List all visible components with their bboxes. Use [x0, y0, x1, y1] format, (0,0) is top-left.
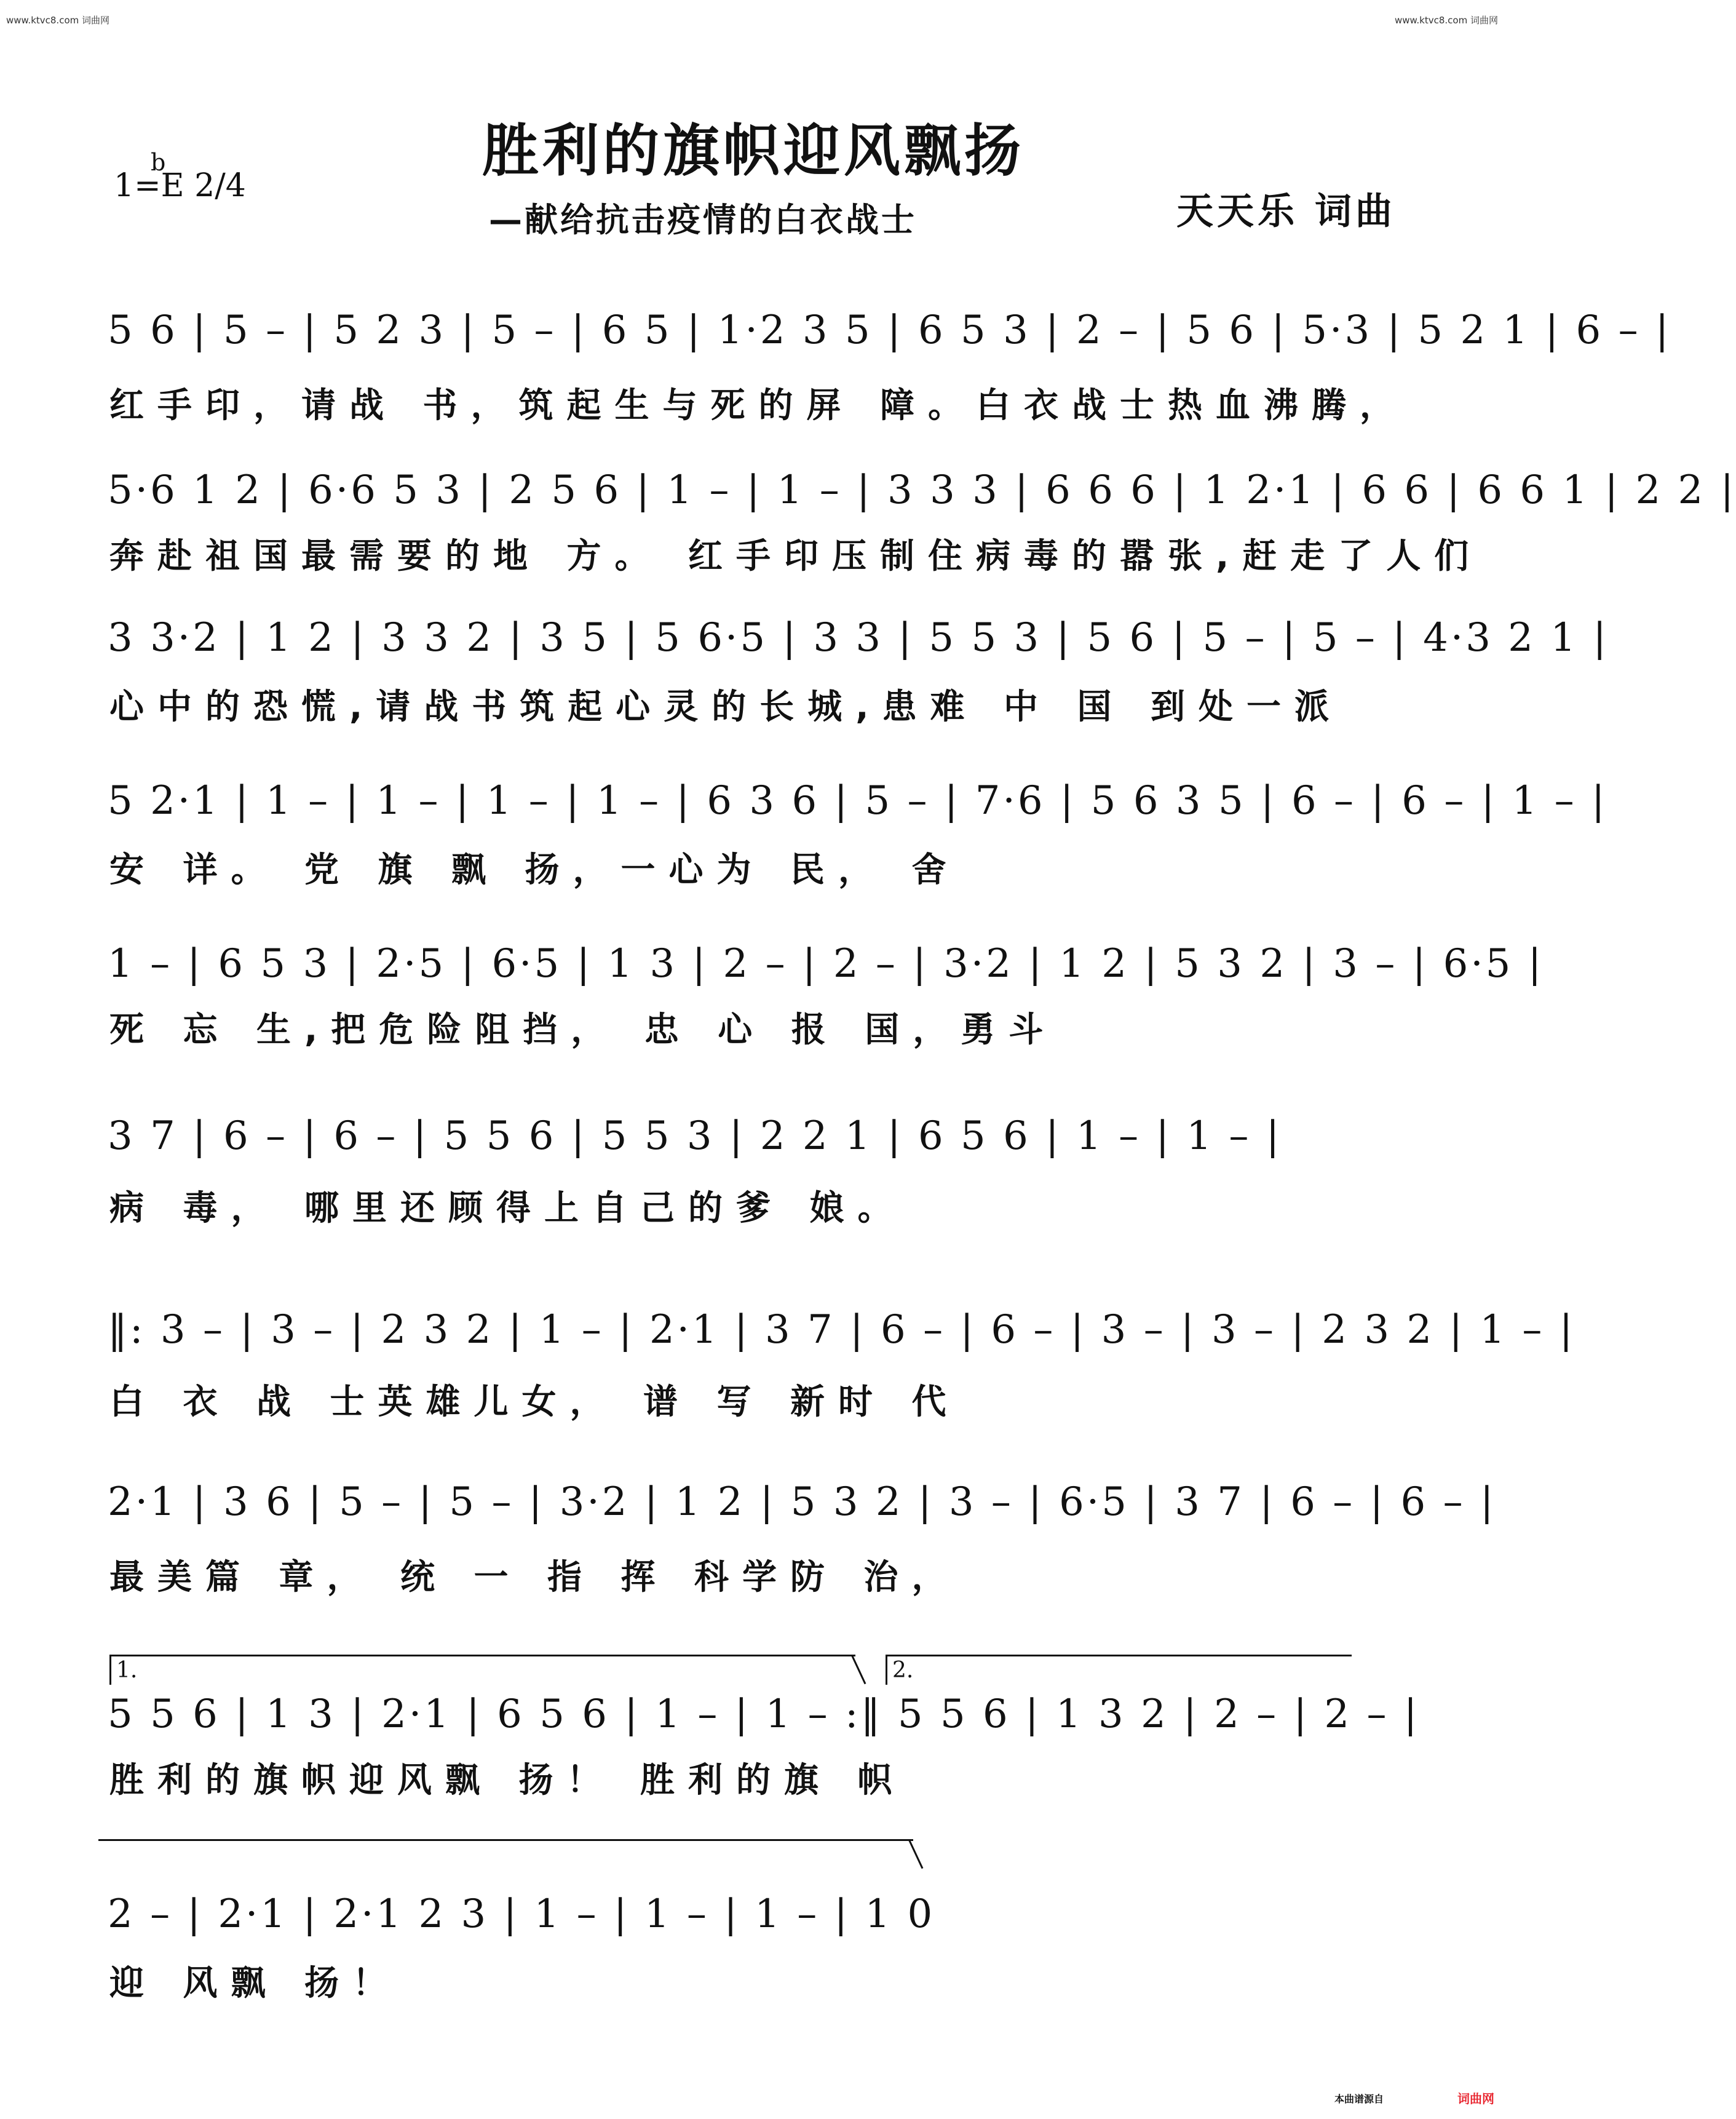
lyrics-row-8: 最美篇 章， 统 一 指 挥 科学防 治， [109, 1557, 960, 1597]
second-ending-label: 2. [892, 1658, 914, 1683]
notation-row-8: 2·1 | 3 6 | 5 – | 5 – | 3·2 | 1 2 | 5 3 2 | 3 – | 6·5 | 3 7 | 6 – | 6 – | [108, 1479, 1496, 1525]
lyrics-row-4: 安 详。 党 旗 飘 扬，一心为 民， 舍 [109, 850, 960, 890]
lyrics-row-1: 红手印，请战 书，筑起生与死的屏 障。白衣战士热血沸腾， [109, 386, 1408, 426]
second-ending-bracket [886, 1655, 1352, 1685]
site-watermark-right: www.ktvc8.com 词曲网 [1394, 15, 1498, 26]
lyrics-row-5: 死 忘 生,把危险阻挡， 忠 心 报 国，勇斗 [109, 1010, 1057, 1050]
footer-source-text: 本曲谱源自 [1334, 2093, 1384, 2105]
notation-row-3: 3 3·2 | 1 2 | 3 3 2 | 3 5 | 5 6·5 | 3 3 | 5 5 3 | 5 6 | 5 – | 5 – | 4·3 2 1 | [108, 615, 1609, 661]
notation-row-4: 5 2·1 | 1 – | 1 – | 1 – | 1 – | 6 3 6 | 5 – | 7·6 | 5 6 3 5 | 6 – | 6 – | 1 – | [108, 778, 1607, 824]
first-ending-bracket [109, 1655, 855, 1685]
song-title: 胜利的旗帜迎风飘扬 [482, 118, 1025, 184]
lyrics-row-9: 胜利的旗帜迎风飘 扬！ 胜利的旗 帜 [109, 1760, 906, 1800]
key-signature [114, 149, 246, 204]
notation-row-2: 5·6 1 2 | 6·6 5 3 | 2 5 6 | 1 – | 1 – | 3 3 3 | 6 6 6 | 1 2·1 | 6 6 | 6 6 1 | 2 2 | [108, 467, 1736, 513]
ending-bracket-line [98, 1839, 913, 1869]
key-note: E [161, 167, 184, 204]
lyrics-row-10: 迎 风飘 扬！ [109, 1963, 400, 2003]
author-credit: 天天乐 词曲 [1176, 190, 1396, 233]
lyrics-row-6: 病 毒， 哪里还顾得上自己的爹 娘。 [109, 1188, 906, 1228]
notation-row-10: 2 – | 2·1 | 2·1 2 3 | 1 – | 1 – | 1 – | 1 0 [108, 1891, 935, 1937]
notation-row-5: 1 – | 6 5 3 | 2·5 | 6·5 | 1 3 | 2 – | 2 – | 3·2 | 1 2 | 5 3 2 | 3 – | 6·5 | [108, 941, 1544, 987]
notation-row-7: ‖: 3 – | 3 – | 2 3 2 | 1 – | 2·1 | 3 7 | 6 – | 6 – | 3 – | 3 – | 2 3 2 | 1 – | [108, 1307, 1575, 1353]
lyrics-row-7: 白 衣 战 士英雄儿女， 谱 写 新时 代 [109, 1382, 960, 1422]
notation-row-6: 3 7 | 6 – | 6 – | 5 5 6 | 5 5 3 | 2 2 1 | 6 5 6 | 1 – | 1 – | [108, 1113, 1282, 1159]
notation-row-9: 5 5 6 | 1 3 | 2·1 | 6 5 6 | 1 – | 1 – :‖ 5 5 6 | 1 3 2 | 2 – | 2 – | [108, 1692, 1420, 1737]
lyrics-row-2: 奔赴祖国最需要的地 方。 红手印压制住病毒的嚣张,赶走了人们 [109, 536, 1483, 576]
site-watermark-left: www.ktvc8.com 词曲网 [6, 15, 110, 26]
footer-site-logo: 词曲网 [1457, 2091, 1494, 2106]
time-signature: 2/4 [194, 167, 246, 204]
notation-row-1: 5 6 | 5 – | 5 2 3 | 5 – | 6 5 | 1·2 3 5 | 6 5 3 | 2 – | 5 6 | 5·3 | 5 2 1 | 6 – | [108, 308, 1671, 353]
flat-sign: b [151, 149, 166, 176]
key-prefix: 1= [114, 167, 161, 204]
song-subtitle: —献给抗击疫情的白衣战士 [489, 201, 917, 239]
lyrics-row-3: 心中的恐慌,请战书筑起心灵的长城,患难 中 国 到处一派 [109, 687, 1343, 727]
first-ending-label: 1. [116, 1658, 138, 1683]
